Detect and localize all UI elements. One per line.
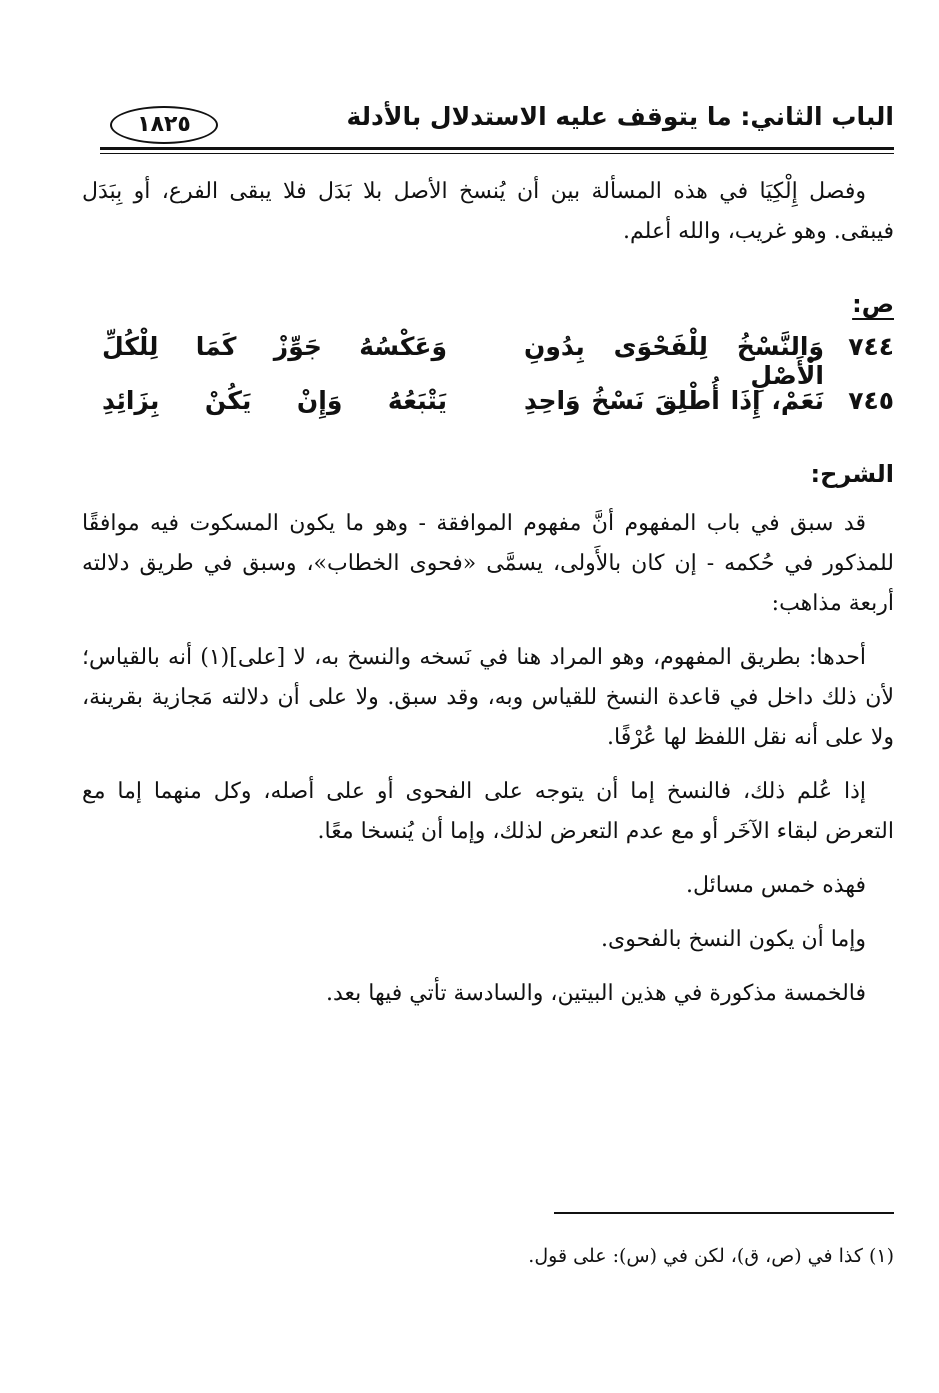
verse-hemistich-second: وَعَكْسُهُ جَوِّزْ كَمَا لِلْكُلِّ bbox=[102, 332, 447, 361]
commentary-paragraph-6: فالخمسة مذكورة في هذين البيتين، والسادسة تأتي فيها بعد. bbox=[326, 981, 866, 1006]
verse-744 bbox=[82, 324, 894, 390]
commentary-label: الشرح: bbox=[810, 460, 894, 488]
footnote-separator bbox=[554, 1212, 894, 1214]
verse-hemistich-first: نَعَمْ، إِذَا أُطْلِقَ نَسْخُ وَاحِدِ bbox=[524, 386, 824, 415]
chapter-title: الباب الثاني: ما يتوقف عليه الاستدلال بالأدلة bbox=[346, 102, 894, 131]
intro-paragraph: وفصل إِلْكِيَا في هذه المسألة بين أن يُنسخ الأصل بلا بَدَل فلا يبقى الفرع، أو بِبَدَل فيبقى. وهو غريب، والله أعلم. bbox=[82, 179, 894, 244]
verse-number: ٧٤٥ bbox=[848, 386, 894, 415]
commentary-paragraph-1: قد سبق في باب المفهوم أنَّ مفهوم الموافقة - وهو ما يكون المسكوت فيه موافقًا للمذكور في حُكمه - إن كان بالأَولى، يسمَّى «فحوى الخطاب»، وسبق في طريق دلالته أربعة مذاهب: bbox=[82, 511, 894, 616]
commentary-paragraph-5: وإما أن يكون النسخ بالفحوى. bbox=[601, 927, 866, 952]
commentary-paragraph-4: فهذه خمس مسائل. bbox=[686, 873, 866, 898]
header-rule-thin bbox=[100, 153, 894, 154]
footnote: (١) كذا في (ص، ق)، لكن في (س): على قول. bbox=[528, 1245, 894, 1267]
verse-section-label: ص: bbox=[852, 290, 894, 318]
header-rule-thick bbox=[100, 147, 894, 150]
commentary-paragraph-2: أحدها: بطريق المفهوم، وهو المراد هنا في نَسخه والنسخ به، لا [على](١) أنه بالقياس؛ لأن ذلك داخل في قاعدة النسخ للقياس وبه، وقد سبق. ولا على أن دلالته مَجازية بقرينة، ولا على أنه نقل اللفظ لها عُرْفًا. bbox=[82, 645, 894, 750]
verse-hemistich-first: وَالنَّسْخُ لِلْفَحْوَى بِدُونِ الْأَصْلِ bbox=[524, 332, 824, 390]
page-header bbox=[100, 100, 894, 146]
page-content bbox=[82, 172, 894, 1028]
page-number: ١٨٢٥ bbox=[110, 106, 218, 144]
verse-745 bbox=[82, 378, 894, 432]
verse-hemistich-second: يَتْبَعُهُ وَإِنْ يَكُنْ بِزَائِدِ bbox=[102, 386, 447, 415]
commentary-paragraph-3: إذا عُلم ذلك، فالنسخ إما أن يتوجه على الفحوى أو على أصله، وكل منهما إما مع التعرض لبقاء الآخَر أو مع عدم التعرض لذلك، وإما أن يُنسخا معًا. bbox=[82, 779, 894, 844]
verse-number: ٧٤٤ bbox=[848, 332, 894, 361]
